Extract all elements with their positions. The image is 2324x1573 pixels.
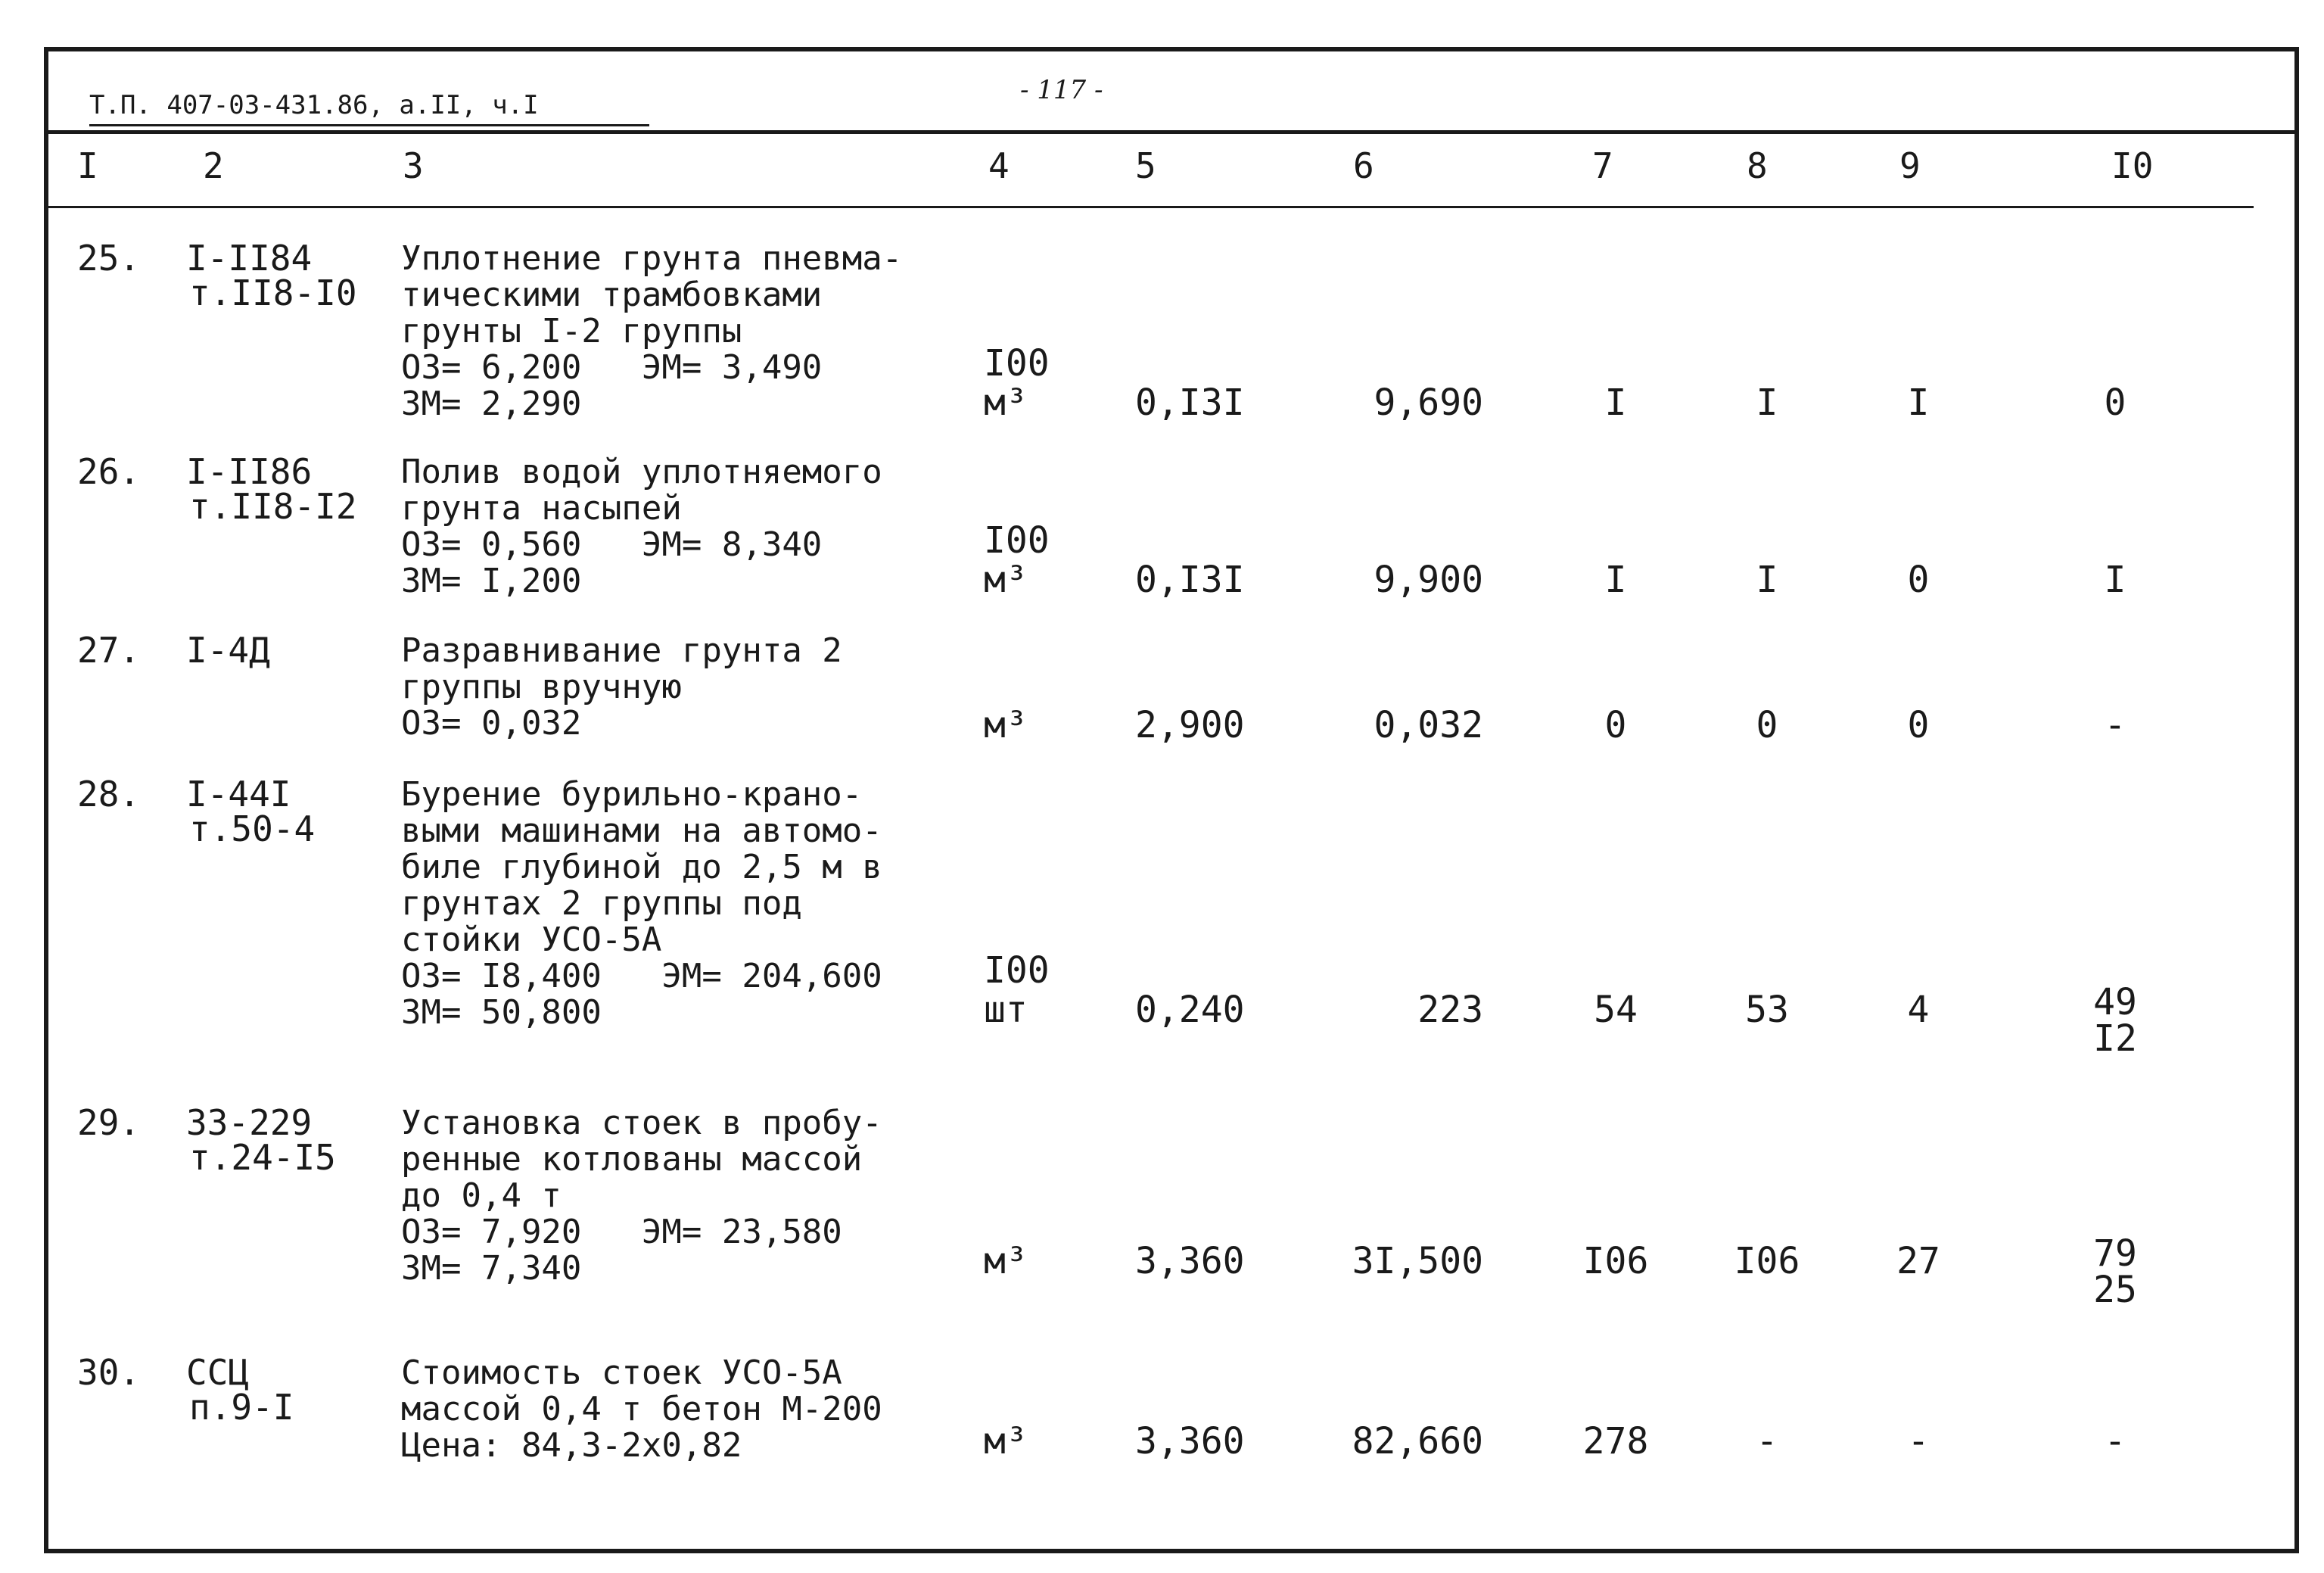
row-description-line: ОЗ= 0,032: [401, 704, 582, 743]
row-unit: м³: [984, 382, 1028, 424]
row-unit-price: 3I,500: [1352, 1240, 1483, 1282]
row-col-10: -: [2104, 704, 2126, 746]
title-underline: [89, 124, 649, 126]
row-number: 28.: [77, 774, 141, 815]
row-description-line: грунты I-2 группы: [401, 312, 742, 350]
row-quantity: 0,I3I: [1135, 559, 1245, 601]
row-unit-price: 223: [1417, 989, 1483, 1031]
row-col-7: I06: [1582, 1240, 1649, 1282]
row-description-line: Установка стоек в пробу-: [401, 1104, 882, 1142]
row-description-line: ОЗ= I8,400 ЭМ= 204,600: [401, 957, 882, 995]
row-description-line: Разравнивание грунта 2: [401, 631, 842, 670]
row-quantity: 3,360: [1135, 1420, 1245, 1462]
row-unit-price: 82,660: [1352, 1420, 1483, 1462]
row-col-7: 54: [1594, 989, 1638, 1031]
row-col-8: I: [1756, 382, 1778, 424]
row-col-8: 0: [1756, 704, 1778, 746]
column-header-9: 9: [1899, 145, 1921, 186]
row-unit-price: 9,900: [1374, 559, 1483, 601]
row-col-10: 49: [2093, 981, 2137, 1023]
row-description-line: ОЗ= 6,200 ЭМ= 3,490: [401, 348, 823, 387]
row-code: I-II84: [186, 238, 313, 279]
row-col-10: -: [2104, 1420, 2126, 1462]
row-col-9: I: [1907, 382, 1930, 424]
row-col-9: -: [1907, 1420, 1930, 1462]
row-col-9: 4: [1907, 989, 1930, 1031]
document-title: Т.П. 407-03-431.86, а.II, ч.I: [89, 90, 539, 120]
row-code: т.II8-I2: [189, 486, 357, 527]
row-description-line: грунтах 2 группы под: [401, 884, 802, 923]
row-description-line: Стоимость стоек УСО-5А: [401, 1353, 842, 1392]
row-description-line: до 0,4 т: [401, 1176, 562, 1215]
row-description-line: выми машинами на автомо-: [401, 811, 882, 850]
row-unit: I00: [984, 949, 1050, 992]
row-description-line: ЗМ= 7,340: [401, 1249, 582, 1288]
column-header-7: 7: [1592, 145, 1613, 186]
frame-bottom-border: [44, 1549, 2299, 1553]
row-col-8: I: [1756, 559, 1778, 601]
frame-left-border: [44, 47, 48, 1553]
row-description-line: тическими трамбовками: [401, 276, 823, 314]
row-description-line: группы вручную: [401, 668, 682, 706]
column-header-underline: [44, 206, 2254, 208]
row-col-10: 79: [2093, 1232, 2137, 1275]
row-description-line: ЗМ= 2,290: [401, 385, 582, 423]
row-description-line: Бурение бурильно-крано-: [401, 775, 863, 814]
column-header-8: 8: [1747, 145, 1768, 186]
frame-top-border: [44, 47, 2299, 51]
row-description-line: ренные котлованы массой: [401, 1140, 863, 1179]
row-col-8: 53: [1745, 989, 1789, 1031]
row-quantity: 3,360: [1135, 1240, 1245, 1282]
column-header-5: 5: [1135, 145, 1156, 186]
row-description-line: ОЗ= 7,920 ЭМ= 23,580: [401, 1213, 842, 1251]
row-col-9: 27: [1896, 1240, 1940, 1282]
row-code: I-4Д: [186, 630, 270, 671]
row-number: 27.: [77, 630, 141, 671]
row-description-line: Уплотнение грунта пневма-: [401, 239, 903, 278]
row-quantity: 0,I3I: [1135, 382, 1245, 424]
row-description-line: ЗМ= 50,800: [401, 993, 602, 1032]
row-col-7: 278: [1582, 1420, 1649, 1462]
row-description-line: ОЗ= 0,560 ЭМ= 8,340: [401, 525, 823, 564]
row-unit: I00: [984, 519, 1050, 562]
row-unit: м³: [984, 559, 1028, 601]
row-col-10: I2: [2093, 1017, 2137, 1060]
row-code: 33-229: [186, 1102, 313, 1143]
row-quantity: 0,240: [1135, 989, 1245, 1031]
column-header-1: I: [77, 145, 98, 186]
row-col-9: 0: [1907, 559, 1930, 601]
header-separator-line: [44, 130, 2299, 134]
row-col-7: I: [1604, 382, 1627, 424]
row-col-7: 0: [1604, 704, 1627, 746]
row-number: 30.: [77, 1352, 141, 1393]
row-quantity: 2,900: [1135, 704, 1245, 746]
row-col-10: 25: [2093, 1269, 2137, 1311]
row-unit: м³: [984, 704, 1028, 746]
row-col-10: I: [2104, 559, 2126, 601]
row-code: ССЦ: [186, 1352, 250, 1393]
row-unit: м³: [984, 1240, 1028, 1282]
row-description-line: массой 0,4 т бетон М-200: [401, 1390, 882, 1428]
row-number: 26.: [77, 451, 141, 492]
row-unit: шт: [984, 989, 1028, 1031]
row-unit: м³: [984, 1420, 1028, 1462]
row-unit: I00: [984, 342, 1050, 385]
column-header-10: I0: [2111, 145, 2154, 186]
frame-right-border: [2294, 47, 2299, 1553]
column-header-6: 6: [1353, 145, 1374, 186]
row-code: I-44I: [186, 774, 291, 815]
row-col-8: I06: [1734, 1240, 1800, 1282]
row-number: 29.: [77, 1102, 141, 1143]
row-col-9: 0: [1907, 704, 1930, 746]
row-code: т.II8-I0: [189, 273, 357, 313]
row-unit-price: 0,032: [1374, 704, 1483, 746]
row-code: т.24-I5: [189, 1137, 336, 1178]
row-col-10: 0: [2104, 382, 2126, 424]
row-unit-price: 9,690: [1374, 382, 1483, 424]
row-description-line: стойки УСО-5А: [401, 920, 662, 959]
column-header-3: 3: [403, 145, 424, 186]
row-col-8: -: [1756, 1420, 1778, 1462]
row-description-line: ЗМ= I,200: [401, 562, 582, 600]
column-header-4: 4: [988, 145, 1010, 186]
row-code: т.50-4: [189, 808, 316, 849]
row-col-7: I: [1604, 559, 1627, 601]
row-code: I-II86: [186, 451, 313, 492]
row-number: 25.: [77, 238, 141, 279]
row-description-line: Цена: 84,3-2х0,82: [401, 1426, 742, 1465]
column-header-2: 2: [203, 145, 224, 186]
row-description-line: биле глубиной до 2,5 м в: [401, 848, 882, 886]
row-description-line: грунта насыпей: [401, 489, 682, 528]
row-description-line: Полив водой уплотняемого: [401, 453, 882, 491]
row-code: п.9-I: [189, 1387, 294, 1428]
page-number: - 117 -: [1020, 75, 1103, 105]
